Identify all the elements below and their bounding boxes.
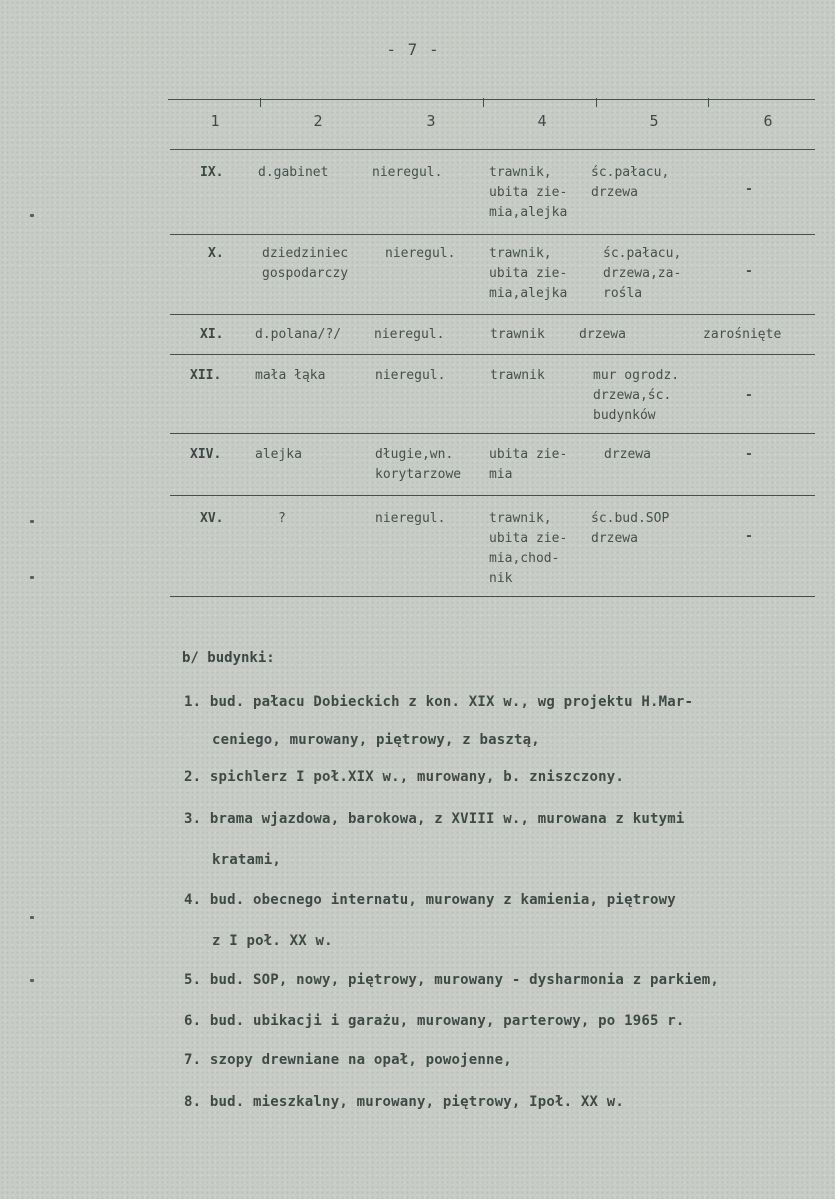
column-number-3: 3 (426, 112, 436, 130)
building-item-3-continued: kratami, (212, 852, 282, 868)
building-item-2: 2. spichlerz I poł.XIX w., murowany, b. zniszczony. (184, 769, 625, 785)
row-surface: trawnik (490, 368, 545, 383)
column-divider-tick (260, 98, 261, 107)
row-boundary: śc.pałacu, drzewa,za- rośla (603, 246, 682, 301)
row-number: XV. (200, 511, 224, 526)
margin-mark (30, 520, 34, 523)
building-item-3: 3. brama wjazdowa, barokowa, z XVIII w., murowana z kutymi (184, 811, 685, 827)
row-shape: nieregul. (375, 511, 446, 526)
row-divider-rule (170, 354, 815, 355)
row-divider-rule (170, 314, 815, 315)
row-shape: nieregul. (374, 327, 445, 342)
row-number: X. (208, 246, 224, 261)
table-bottom-rule (170, 596, 815, 597)
row-boundary: śc.bud.SOP drzewa (591, 511, 670, 546)
row-divider-rule (170, 495, 815, 496)
row-remarks: - (745, 388, 753, 403)
building-item-4: 4. bud. obecnego internatu, murowany z kamienia, piętrowy (184, 892, 676, 908)
section-heading: b/ budynki: (182, 650, 275, 666)
margin-mark (30, 576, 34, 579)
row-number: IX. (200, 165, 224, 180)
column-divider-tick (708, 98, 709, 107)
row-remarks: zarośnięte (703, 327, 782, 342)
row-area-name: mała łąka (255, 368, 326, 383)
margin-mark (30, 916, 34, 919)
row-surface: trawnik, ubita zie- mia,alejka (489, 246, 568, 301)
column-number-6: 6 (763, 112, 773, 130)
row-divider-rule (170, 433, 815, 434)
building-item-4-continued: z I poł. XX w. (212, 933, 333, 949)
row-boundary: śc.pałacu, drzewa (591, 165, 670, 200)
row-remarks: - (745, 264, 753, 279)
row-area-name: d.polana/?/ (255, 327, 342, 342)
building-item-1: 1. bud. pałacu Dobieckich z kon. XIX w., wg projektu H.Mar- (184, 694, 694, 710)
row-remarks: - (745, 529, 753, 544)
row-surface: trawnik, ubita zie- mia,alejka (489, 165, 568, 220)
building-item-7: 7. szopy drewniane na opał, powojenne, (184, 1052, 512, 1068)
row-number: XI. (200, 327, 224, 342)
header-bottom-rule (170, 149, 815, 150)
column-number-5: 5 (649, 112, 659, 130)
column-number-1: 1 (210, 112, 220, 130)
row-surface: trawnik, ubita zie- mia,chod- nik (489, 511, 568, 586)
row-number: XIV. (190, 447, 222, 462)
row-area-name: alejka (255, 447, 302, 462)
row-remarks: - (745, 182, 753, 197)
row-boundary: mur ogrodz. drzewa,śc. budynków (593, 368, 680, 423)
column-divider-tick (483, 98, 484, 107)
building-item-5: 5. bud. SOP, nowy, piętrowy, murowany - dysharmonia z parkiem, (184, 972, 719, 988)
row-boundary: drzewa (579, 327, 626, 342)
building-item-8: 8. bud. mieszkalny, murowany, piętrowy, Ipoł. XX w. (184, 1094, 625, 1110)
column-divider-tick (596, 98, 597, 107)
column-number-2: 2 (313, 112, 323, 130)
row-shape: nieregul. (385, 246, 456, 261)
column-number-4: 4 (537, 112, 547, 130)
building-item-1-continued: ceniego, murowany, piętrowy, z basztą, (212, 732, 540, 748)
row-boundary: drzewa (604, 447, 651, 462)
building-item-6: 6. bud. ubikacji i garażu, murowany, parterowy, po 1965 r. (184, 1013, 685, 1029)
table-top-rule (168, 99, 815, 100)
margin-mark (30, 979, 34, 982)
row-divider-rule (170, 234, 815, 235)
margin-mark (30, 214, 34, 217)
row-area-name: d.gabinet (258, 165, 329, 180)
row-surface: trawnik (490, 327, 545, 342)
row-remarks: - (745, 447, 753, 462)
row-area-name: ? (278, 511, 286, 526)
row-area-name: dziedziniec gospodarczy (262, 246, 349, 281)
row-number: XII. (190, 368, 222, 383)
page-number: - 7 - (386, 40, 440, 59)
row-shape: długie,wn. korytarzowe (375, 447, 462, 482)
row-surface: ubita zie- mia (489, 447, 568, 482)
row-shape: nieregul. (372, 165, 443, 180)
row-shape: nieregul. (375, 368, 446, 383)
